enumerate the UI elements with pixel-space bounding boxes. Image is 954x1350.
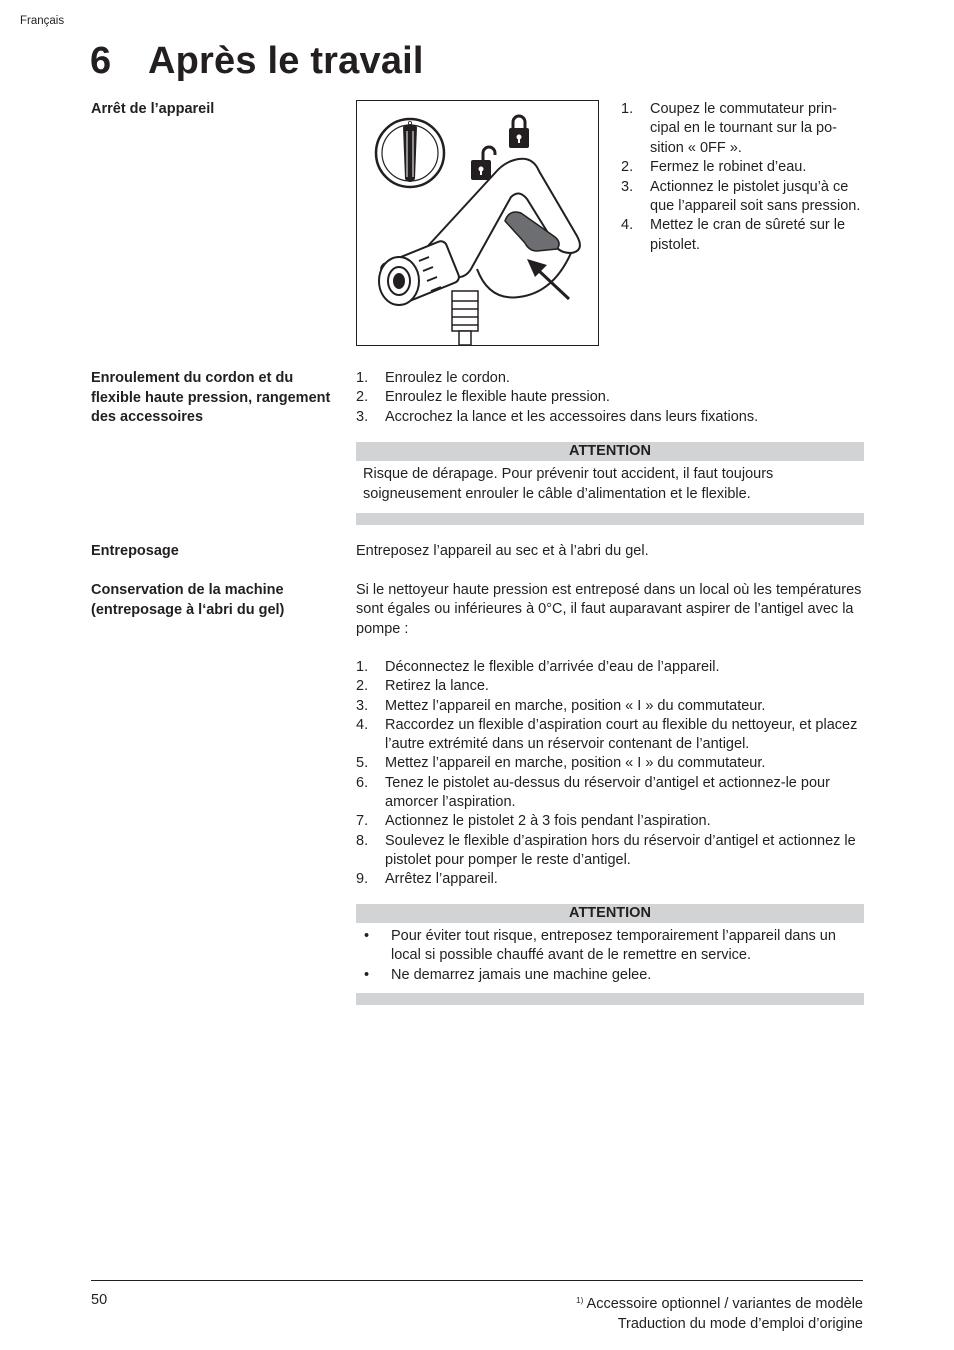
spray-gun-drawing [357, 101, 598, 345]
spray-gun-illustration [356, 100, 599, 346]
list-item: 8. Soulevez le flexible d’aspiration hors du réservoir d’antigel et actionnez le pistolet pour pomper le reste d’antigel. [356, 832, 856, 868]
lock-open-icon [471, 147, 495, 180]
list-item: 5. Mettez l’appareil en marche, position « I » du commutateur. [356, 755, 766, 772]
list-item: 2. Retirez la lance. [356, 678, 489, 695]
conservation-steps [356, 658, 864, 890]
footer-note-line2: Traduction du mode d’emploi d’origine [617, 1316, 863, 1332]
attention-footer-bar [356, 993, 864, 1005]
footer-note-line1: Accessoire optionnel / variantes de modèle [586, 1296, 863, 1312]
list-item: 4. Raccordez un flexible d’aspiration court au flexible du nettoyeur, et placez l’autre extrémité dans un réservoir contenant de l’antigel. [356, 716, 858, 753]
footnote-mark: 1) [576, 1296, 584, 1305]
conservation-steps-list [356, 658, 864, 890]
list-item: 2. Enroulez le flexible haute pression. [356, 389, 610, 406]
chapter-number: 6 [90, 40, 112, 82]
winding-content [356, 369, 864, 427]
section-heading-winding: Enroulement du cordon et du flexible haute pression, rangement des accessoires [91, 370, 331, 425]
list-item: 9. Arrêtez l’appareil. [356, 871, 498, 888]
section-heading-conservation: Conservation de la machine (entreposage à l‘abri du gel) [91, 582, 285, 618]
nozzle-drawing [379, 239, 461, 306]
footer-notes [576, 1291, 863, 1334]
page-number: 50 [91, 1292, 108, 1308]
list-item: • Ne demarrez jamais une machine gelee. [364, 966, 652, 983]
attention-label: ATTENTION [356, 904, 864, 923]
list-item: 3. Accrochez la lance et les accessoires dans leurs fixations. [356, 408, 759, 425]
list-item: 3. Actionnez le pistolet jusqu’à ce que l’appareil soit sans pression. [621, 178, 861, 215]
list-item: 1. Coupez le commutateur principal en le tournant sur la position « 0FF ». [621, 101, 838, 156]
list-item: 1. Déconnectez le flexible d’arrivée d’eau de l’appareil. [356, 659, 720, 675]
stop-steps-list [621, 100, 861, 255]
conservation-intro: Si le nettoyeur haute pression est entreposé dans un local où les températures sont égales ou inférieures à 0°C, il faut auparavant aspirer de l’antigel avec la pompe : [356, 582, 862, 637]
list-item: 2. Fermez le robinet d’eau. [621, 159, 807, 176]
attention-footer-bar [356, 513, 864, 525]
chapter-title [90, 40, 424, 83]
footer-divider [91, 1280, 863, 1281]
attention-bullet-list [356, 923, 864, 993]
section-heading-storage: Entreposage [91, 543, 179, 559]
attention-box-conservation [356, 904, 864, 1005]
chapter-title-text: Après le travail [148, 40, 424, 82]
attention-label: ATTENTION [356, 442, 864, 461]
attention-text: Risque de dérapage. Pour prévenir tout accident, il faut toujours soigneusement enrouler le câble d’alimentation et le flexible. [363, 466, 774, 502]
list-item: 6. Tenez le pistolet au-dessus du réservoir d’antigel et actionnez-le pour amorcer l’aspiration. [356, 774, 830, 811]
storage-text: Entreposez l’appareil au sec et à l’abri du gel. [356, 543, 649, 559]
lock-closed-icon [509, 116, 529, 148]
attention-box-winding [356, 442, 864, 525]
list-item: 4. Mettez le cran de sûreté sur le pistolet. [621, 217, 846, 253]
list-item: 1. Enroulez le cordon. [356, 370, 510, 386]
list-item: 7. Actionnez le pistolet 2 à 3 fois pendant l’aspiration. [356, 813, 711, 830]
list-item: 3. Mettez l’appareil en marche, position « I » du commutateur. [356, 697, 766, 714]
language-label: Français [20, 15, 65, 27]
winding-steps-list [356, 369, 864, 427]
list-item: • Pour éviter tout risque, entreposez temporairement l’appareil dans un local si possible chauffé avant de le remettre en service. [364, 928, 836, 964]
section-heading-stop: Arrêt de l’appareil [91, 101, 215, 117]
